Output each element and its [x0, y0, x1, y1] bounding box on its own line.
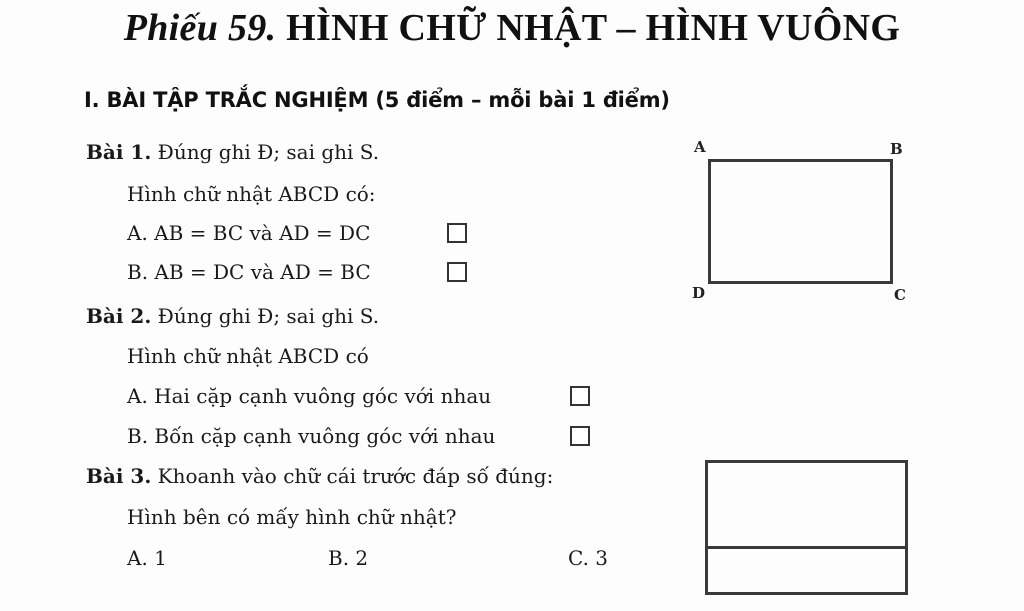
exercise-1-option-b: B. AB = DC và AD = BC: [127, 260, 371, 284]
exercise-2-option-b: B. Bốn cặp cạnh vuông góc với nhau: [127, 424, 496, 448]
exercise-1-answer-box-a[interactable]: [447, 223, 467, 243]
rectangle-abcd-figure: [682, 130, 922, 310]
section-heading: I. BÀI TẬP TRẮC NGHIỆM (5 điểm – mỗi bài 1 điểm): [84, 88, 670, 112]
worksheet-number: Phiếu 59.: [123, 7, 277, 49]
exercise-3-heading: [86, 464, 553, 488]
exercise-2-prompt: Hình chữ nhật ABCD có: [127, 344, 369, 368]
exercise-1-label: Bài 1.: [86, 140, 152, 164]
exercise-2-label: Bài 2.: [86, 304, 152, 328]
exercise-2-answer-box-b[interactable]: [570, 426, 590, 446]
exercise-2-heading: [86, 304, 379, 328]
exercise-1-heading: [86, 140, 379, 164]
vertex-label-d: D: [692, 284, 706, 302]
split-rectangle-figure: [705, 460, 908, 595]
exercise-1-instruction: Đúng ghi Đ; sai ghi S.: [151, 140, 380, 164]
rectangle-abcd: [708, 159, 893, 284]
worksheet-title: [0, 6, 1024, 50]
exercise-1-prompt: Hình chữ nhật ABCD có:: [127, 182, 376, 206]
vertex-label-c: C: [894, 286, 906, 304]
exercise-3-choice-c[interactable]: C. 3: [568, 546, 609, 570]
exercise-1-option-a: A. AB = BC và AD = DC: [127, 221, 371, 245]
exercise-3-choice-a[interactable]: A. 1: [127, 546, 167, 570]
exercise-3-prompt: Hình bên có mấy hình chữ nhật?: [127, 505, 457, 529]
exercise-3-label: Bài 3.: [86, 464, 152, 488]
exercise-2-answer-box-a[interactable]: [570, 386, 590, 406]
worksheet-topic: HÌNH CHỮ NHẬT – HÌNH VUÔNG: [276, 7, 901, 49]
exercise-3-choice-b[interactable]: B. 2: [328, 546, 369, 570]
vertex-label-a: A: [694, 138, 706, 156]
divider-line: [708, 546, 905, 549]
exercise-2-instruction: Đúng ghi Đ; sai ghi S.: [151, 304, 380, 328]
vertex-label-b: B: [890, 140, 903, 158]
exercise-2-option-a: A. Hai cặp cạnh vuông góc với nhau: [127, 384, 492, 408]
exercise-3-instruction: Khoanh vào chữ cái trước đáp số đúng:: [151, 464, 554, 488]
exercise-1-answer-box-b[interactable]: [447, 262, 467, 282]
